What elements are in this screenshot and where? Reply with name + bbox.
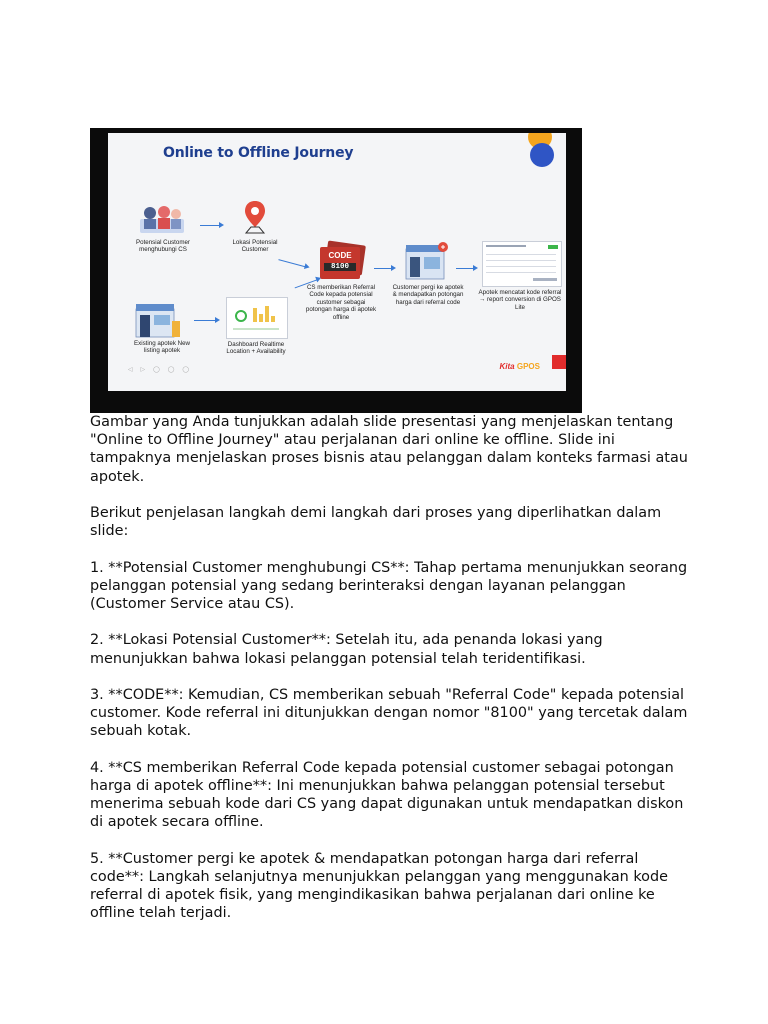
slide-image-frame	[90, 128, 582, 413]
slide-title: Online to Offline Journey	[163, 145, 354, 161]
paragraph-intro: Gambar yang Anda tunjukkan adalah slide presentasi yang menjelaskan tentang "Online to Offline Journey" atau perjalanan dari online ke offline. Slide ini tampaknya menjelaskan proses bisnis atau pelanggan dalam konteks farmasi atau apotek.	[90, 414, 688, 485]
node-label-potensial-customer: Potensial Customer menghubungi CS	[136, 239, 190, 254]
paragraph-step-5: 5. **Customer pergi ke apotek & mendapatkan potongan harga dari referral code**: Langkah selanjutnya menunjukkan pelanggan yang menggunakan kode referral di apotek fisik, yang mengindikasikan bahwa perjalanan dari online ke offline telah terjadi.	[90, 850, 668, 922]
arrow-5	[194, 320, 218, 321]
paragraph-steps-intro: Berikut penjelasan langkah demi langkah dari proses yang diperlihatkan dalam slide:	[90, 505, 662, 540]
paragraph-step-4: 4. **CS memberikan Referral Code kepada potensial customer sebagai potongan harga di apotek offline**: Ini menunjukkan bahwa pelanggan potensial tersebut menerima sebuah kode dari CS yang dapat digunakan untuk mendapatkan diskon di apotek secara offline.	[90, 759, 684, 831]
code-label: CODE	[328, 251, 352, 260]
node-label-dashboard: Dashboard Realtime Location + Availability	[226, 341, 286, 356]
node-label-apotek-mencatat: Apotek mencatat kode referral → report conversion di GPOS Lite	[478, 289, 562, 311]
arrow-4	[456, 268, 476, 269]
referral-code-box	[316, 243, 366, 283]
decorative-blue-dot	[530, 143, 554, 167]
video-controls: ◁ ▷ ◯ ◯ ◯	[128, 366, 193, 373]
slide	[108, 133, 566, 391]
node-label-customer-pergi: Customer pergi ke apotek & mendapatkan potongan harga dari referral code	[392, 284, 464, 306]
existing-apotek-store-icon	[134, 301, 182, 339]
article-body	[90, 413, 690, 941]
location-pin-icon	[242, 199, 268, 235]
paragraph-step-3: 3. **CODE**: Kemudian, CS memberikan sebuah "Referral Code" kepada potensial customer. Kode referral ini ditunjukkan dengan nomor "8100" yang tercetak dalam sebuah kotak.	[90, 686, 688, 740]
pharmacy-store-icon	[404, 241, 450, 281]
code-number: 8100	[324, 263, 356, 271]
arrow-2	[278, 259, 307, 268]
paragraph-step-1: 1. **Potensial Customer menghubungi CS**: Tahap pertama menunjukkan seorang pelanggan potensial yang sedang berinteraksi dengan layanan pelanggan (Customer Service atau CS).	[90, 559, 688, 612]
brand-gpos: GPOS	[516, 362, 540, 371]
node-label-cs-referral: CS memberikan Referral Code kepada potensial customer sebagai potongan harga di apotek offline	[305, 284, 377, 321]
gpos-report-screenshot	[482, 241, 562, 287]
arrow-1	[200, 225, 222, 226]
paragraph-step-2: 2. **Lokasi Potensial Customer**: Setelah itu, ada penanda lokasi yang menunjukkan bahwa lokasi pelanggan potensial telah teridentifikasi.	[90, 632, 603, 667]
brand-kita: Kita	[499, 362, 515, 371]
dashboard-screen-icon	[226, 297, 288, 339]
arrow-3	[374, 268, 394, 269]
customer-service-people-icon	[138, 203, 186, 235]
node-label-existing-apotek: Existing apotek New listing apotek	[133, 340, 191, 355]
node-label-lokasi: Lokasi Potensial Customer	[232, 239, 278, 254]
brand-logo	[500, 362, 540, 371]
decorative-red-bar	[552, 355, 566, 369]
